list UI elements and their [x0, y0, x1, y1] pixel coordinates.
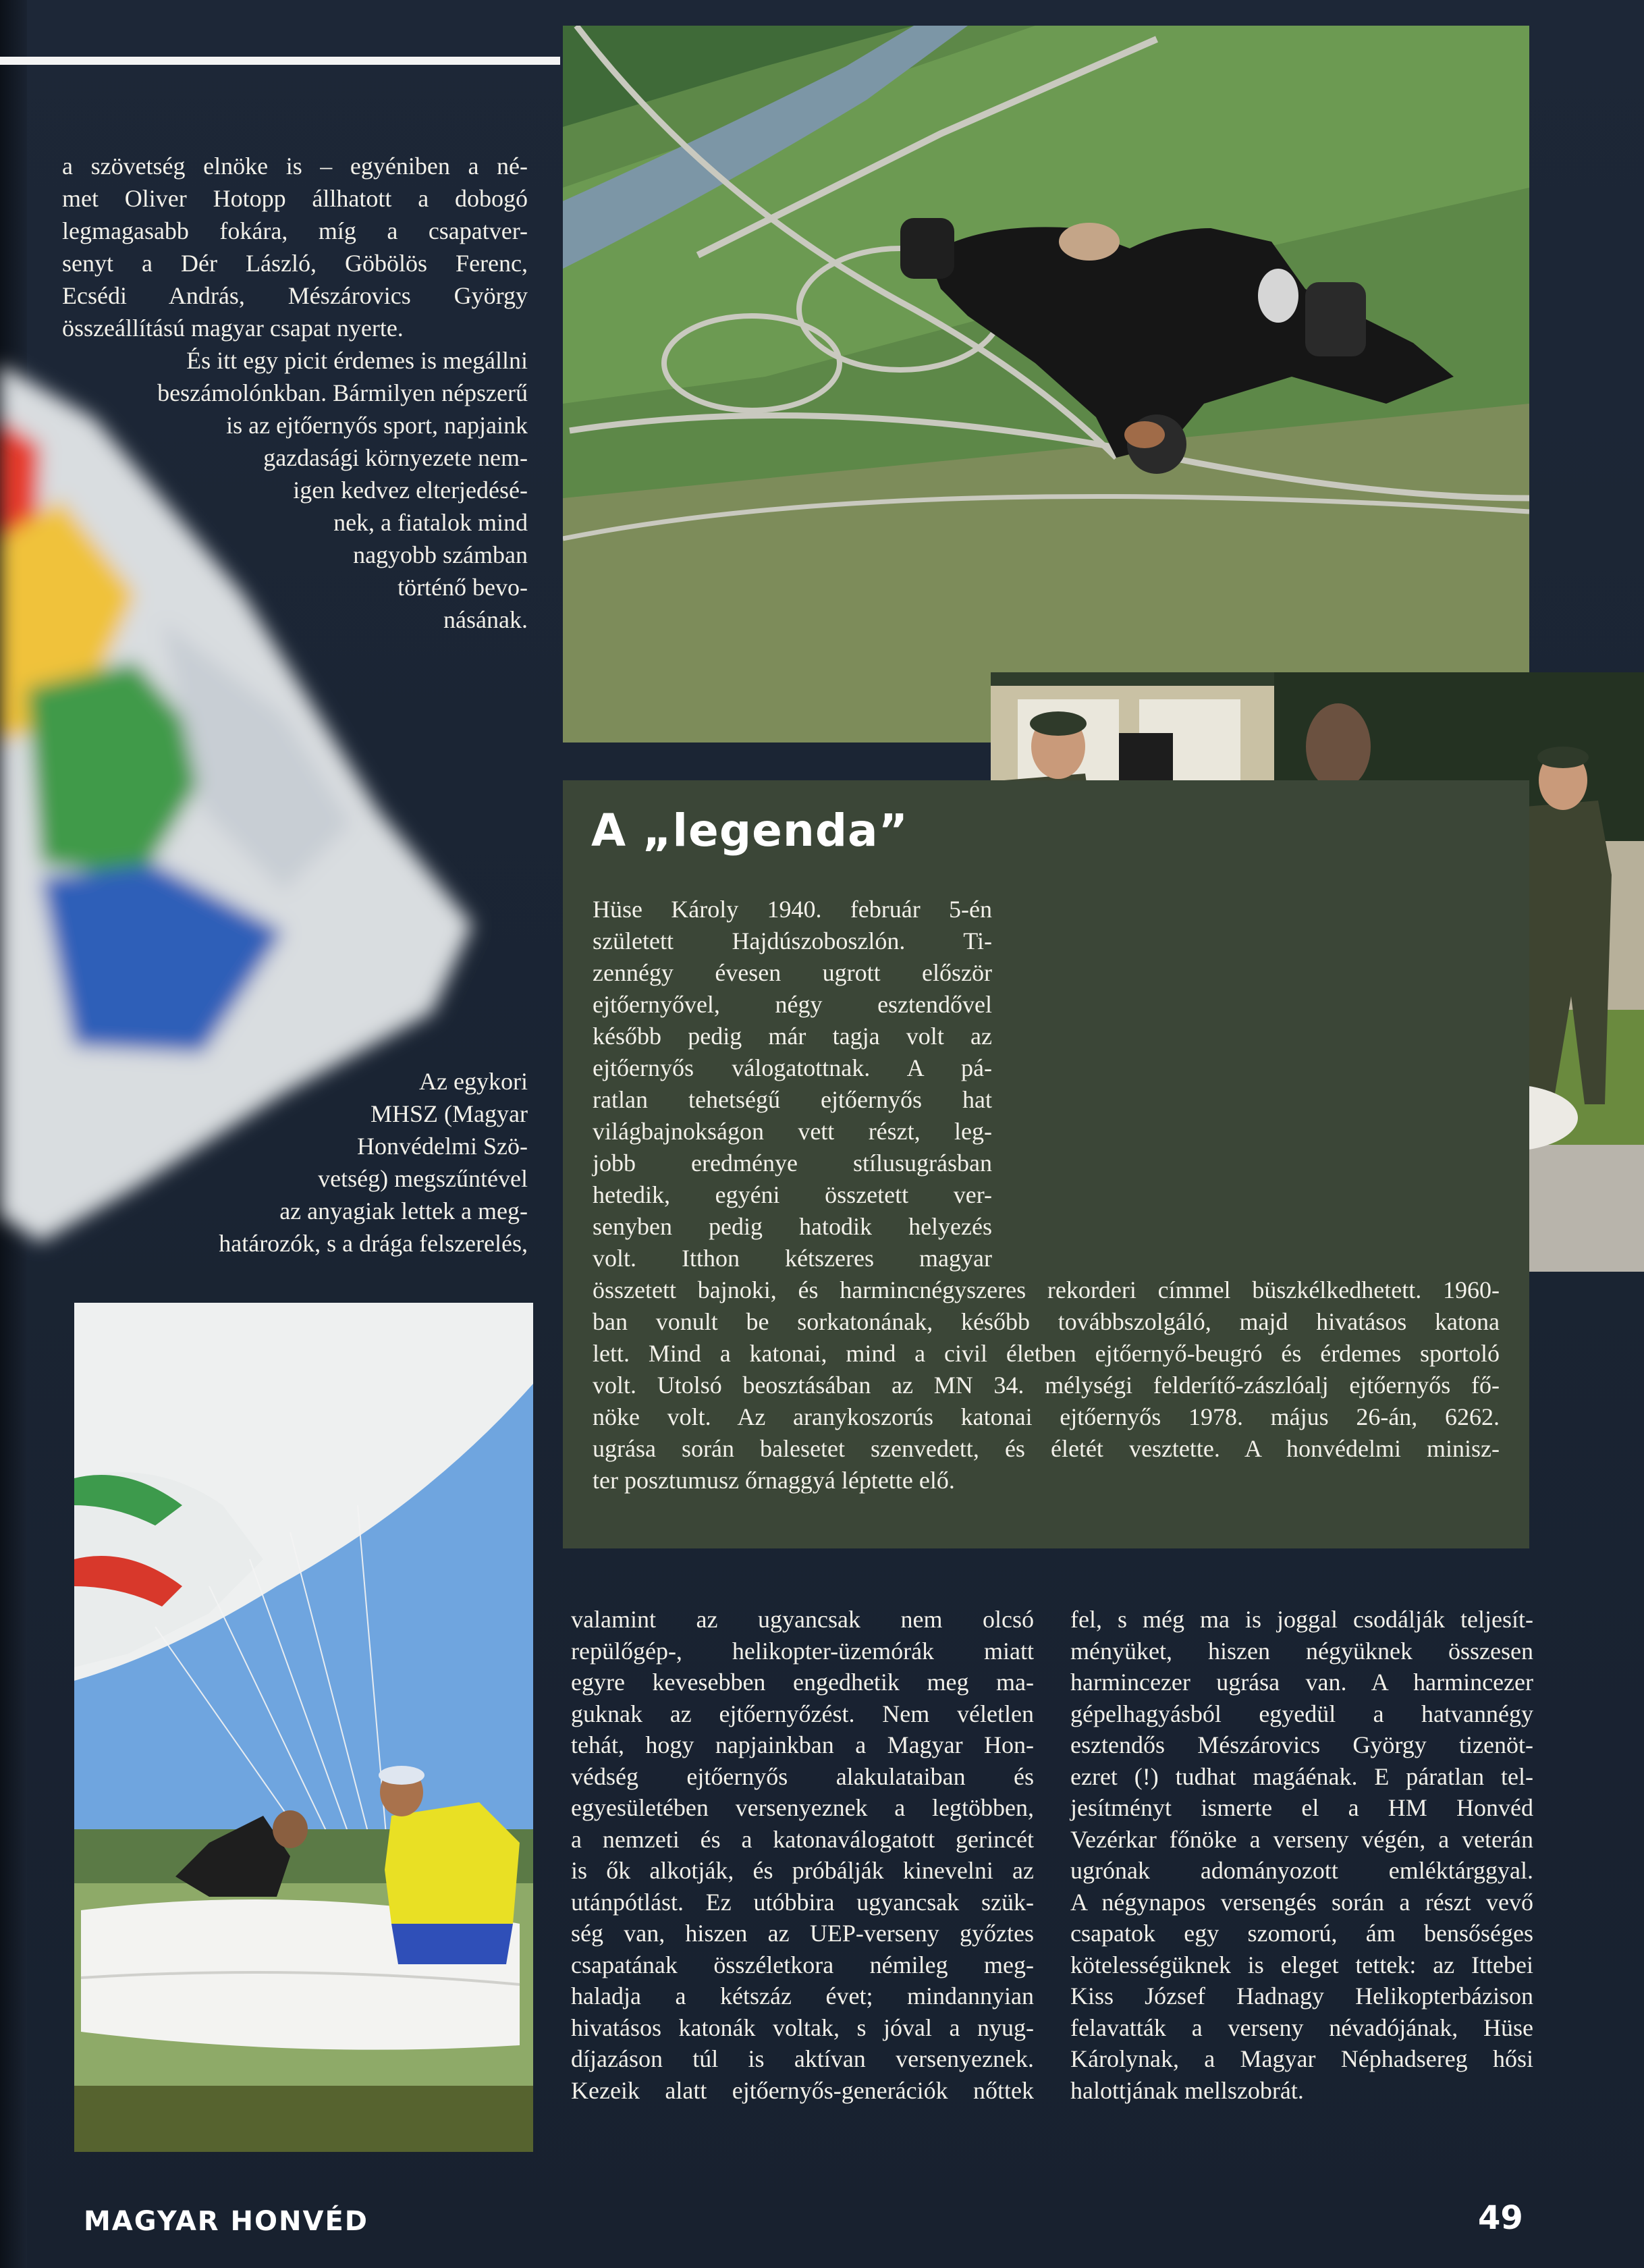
text-line: ejtőernyővel, négy esztendővel	[593, 991, 992, 1018]
body-column-right	[1070, 1604, 1533, 2106]
text-line: nek, a fiatalok mind	[333, 509, 528, 536]
text-line: ejtőernyős válogatottnak. A pá-	[593, 1054, 992, 1081]
text-line: senyben pedig hatodik helyezés	[593, 1213, 992, 1240]
text-line: senyt a Dér László, Göbölös Ferenc,	[62, 250, 528, 277]
text-line: védség ejtőernyős alakulataiban és	[571, 1762, 1034, 1790]
text-line: A négynapos versengés során a részt vevő	[1070, 1888, 1533, 1916]
text-line: jobb eredménye stílusugrásban	[593, 1150, 992, 1177]
text-line: nagyobb számban	[353, 541, 528, 568]
text-line: határozók, s a drága felszerelés,	[219, 1230, 528, 1257]
text-line: haladja a kétszáz évet; mindannyian	[571, 1982, 1034, 2009]
text-line: díjazáson túl is aktívan versenyeznek.	[571, 2045, 1034, 2072]
intro-paragraph-2	[62, 344, 528, 636]
text-line: ugrása során balesetet szenvedett, és életét vesztette. A honvédelmi minisz-	[593, 1435, 1500, 1462]
text-line: hivatásos katonák voltak, s jóval a nyug-	[571, 2014, 1034, 2041]
text-line: guknak az ejtőernyőzést. Nem véletlen	[571, 1700, 1034, 1727]
text-line: ugrónak adományozott emléktárggyal.	[1070, 1857, 1533, 1884]
sidebar-wide-block	[593, 1274, 1500, 1496]
text-line: zennégy évesen ugrott először	[593, 959, 992, 986]
legend-sidebar-box	[563, 780, 1529, 1548]
text-line: is az ejtőernyős sport, napjaink	[226, 412, 528, 439]
text-line: Kiss József Hadnagy Helikopterbázison	[1070, 1982, 1533, 2009]
text-line: Honvédelmi Szö-	[357, 1133, 528, 1160]
text-line: násának.	[443, 606, 528, 633]
text-line: halottjának mellszobrát.	[1070, 2076, 1304, 2104]
mid-paragraph	[62, 1065, 528, 1260]
page-number: 49	[1478, 2199, 1523, 2237]
text-line: volt. Utolsó beosztásában az MN 34. mélységi felderítő-zászlóalj ejtőernyős fő-	[593, 1372, 1500, 1399]
text-line: fel, s még ma is joggal csodálják teljesít-	[1070, 1606, 1533, 1633]
text-line: a nemzeti és a katonaválogatott gerincét	[571, 1825, 1034, 1853]
text-line: Kezeik alatt ejtőernyős-generációk nőttek	[571, 2076, 1034, 2104]
body-column-left	[571, 1604, 1034, 2106]
text-line: harmincezer ugrása van. A harmincezer	[1070, 1669, 1533, 1696]
text-line: világbajnokságon vett részt, leg-	[593, 1118, 992, 1145]
text-line: csapatok egy szomorú, ám bensőséges	[1070, 1920, 1533, 1947]
text-line: tehát, hogy napjainkban a Magyar Hon-	[571, 1731, 1034, 1758]
intro-paragraph	[62, 150, 528, 344]
text-line: lett. Mind a katonai, mind a civil életben ejtőernyő-beugró és érdemes sportoló	[593, 1340, 1500, 1367]
text-line: repülőgép-, helikopter-üzemórák miatt	[571, 1637, 1034, 1665]
text-line: ményüket, hiszen négyüknek összesen	[1070, 1637, 1533, 1665]
sidebar-text	[593, 894, 1500, 1496]
text-line: egyre kevesebben engedhetik meg ma-	[571, 1669, 1034, 1696]
text-line: is ők alkotják, és próbálják kinevelni az	[571, 1857, 1034, 1884]
text-line: És itt egy picit érdemes is megállni	[186, 347, 528, 374]
sidebar-title: A „legenda”	[591, 805, 908, 857]
text-line: utánpótlást. Ez utóbbira ugyancsak szük-	[571, 1888, 1034, 1916]
text-line: később pedig már tagja volt az	[593, 1023, 992, 1050]
text-line: kötelességüknek is eleget tettek: az Ittebei	[1070, 1951, 1533, 1978]
text-line: hetedik, egyéni összetett ver-	[593, 1181, 992, 1208]
top-rule	[0, 57, 560, 65]
text-line: legmagasabb fokára, míg a csapatver-	[62, 217, 528, 244]
text-line: igen kedvez elterjedésé-	[293, 477, 528, 504]
text-line: jesítményt ismerte el a HM Honvéd	[1070, 1794, 1533, 1821]
text-line: MHSZ (Magyar	[371, 1100, 528, 1127]
text-line: egyesületében versenyeznek a legtöbben,	[571, 1794, 1034, 1821]
text-line: Ecsédi András, Mészárovics György	[62, 282, 528, 309]
text-line: Vezérkar főnöke a verseny végén, a veterán	[1070, 1825, 1533, 1853]
magazine-name: MAGYAR HONVÉD	[84, 2206, 368, 2237]
landing-mat-photo	[74, 1303, 533, 2152]
text-line: met Oliver Hotopp állhatott a dobogó	[62, 185, 528, 212]
sidebar-narrow-block	[593, 894, 992, 1274]
text-line: vetség) megszűntével	[318, 1165, 528, 1192]
text-line: nöke volt. Az aranykoszorús katonai ejtőernyős 1978. május 26-án, 6262.	[593, 1403, 1500, 1430]
text-line: történő bevo-	[398, 574, 528, 601]
text-line: valamint az ugyancsak nem olcsó	[571, 1606, 1034, 1633]
text-line: összetett bajnoki, és harmincnégyszeres rekorderi címmel büszkélkedhetett. 1960-	[593, 1276, 1500, 1303]
text-line: csapatának összéletkora némileg meg-	[571, 1951, 1034, 1978]
text-line: esztendős Mészárovics György tizenöt-	[1070, 1731, 1533, 1758]
text-line: ratlan tehetségű ejtőernyős hat	[593, 1086, 992, 1113]
text-line: beszámolónkban. Bármilyen népszerű	[157, 379, 528, 406]
text-line: ezret (!) tudhat magáénak. E páratlan tel-	[1070, 1762, 1533, 1790]
text-line: gazdasági környezete nem-	[263, 444, 528, 471]
text-line: Az egykori	[419, 1068, 528, 1095]
freefall-skydiver-photo	[563, 26, 1529, 742]
text-line: Károlynak, a Magyar Néphadsereg hősi	[1070, 2045, 1533, 2072]
text-line: ség van, hiszen az UEP-verseny győztes	[571, 1920, 1034, 1947]
text-line: volt. Itthon kétszeres magyar	[593, 1245, 992, 1272]
text-line: Hüse Károly 1940. február 5-én	[593, 896, 992, 923]
text-line: a szövetség elnöke is – egyéniben a né-	[62, 153, 528, 180]
text-line: felavatták a verseny névadójának, Hüse	[1070, 2014, 1533, 2041]
text-line: az anyagiak lettek a meg-	[279, 1197, 528, 1224]
text-line: ter posztumusz őrnaggyá léptette elő.	[593, 1467, 955, 1494]
text-line: született Hajdúszoboszlón. Ti-	[593, 927, 992, 954]
text-line: gépelhagyásból egyedül a hatvannégy	[1070, 1700, 1533, 1727]
text-line: összeállítású magyar csapat nyerte.	[62, 315, 404, 342]
text-line: ban vonult be sorkatonának, később továbbszolgáló, majd hivatásos katona	[593, 1308, 1500, 1335]
